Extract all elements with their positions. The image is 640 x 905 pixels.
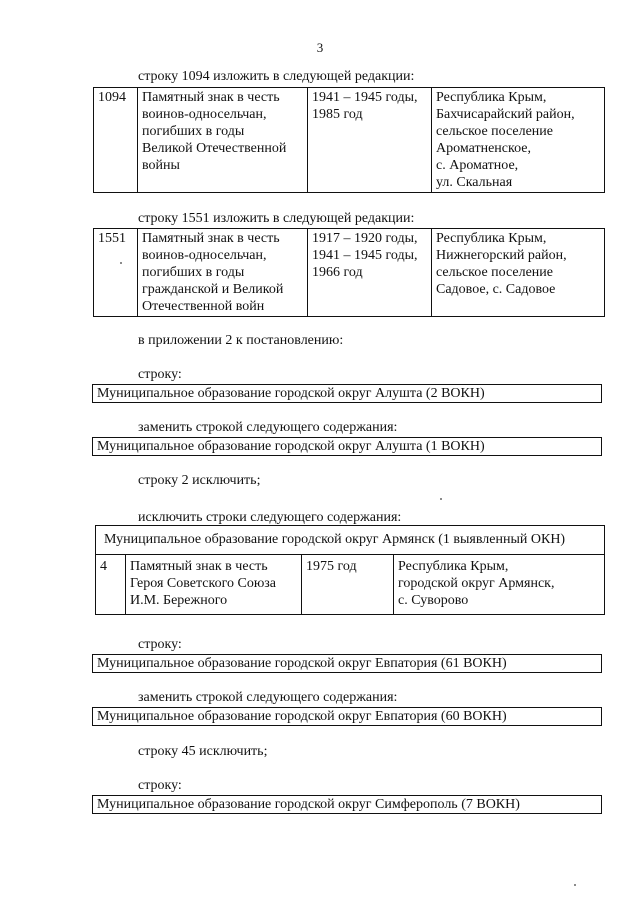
cell-name bbox=[138, 229, 308, 317]
location-line: Республика Крым, bbox=[436, 90, 547, 105]
instruction-exclude-row-2: строку 2 исключить; bbox=[138, 473, 261, 488]
location-line: городской округ Армянск, bbox=[398, 576, 555, 591]
cell-dates bbox=[308, 229, 432, 317]
location-line: Нижнегорский район, bbox=[436, 248, 567, 263]
location-line: сельское поселение bbox=[436, 265, 553, 280]
cell-location bbox=[394, 555, 604, 615]
page-number: 3 bbox=[316, 40, 324, 55]
row-number: 4 bbox=[100, 559, 107, 574]
row-box-evpatoria-old: Муниципальное образование городской округ Евпатория (61 ВОКН) bbox=[92, 654, 602, 673]
armyansk-header: Муниципальное образование городской округ Армянск (1 выявленный ОКН) bbox=[96, 526, 604, 555]
cell-location bbox=[432, 229, 605, 317]
row-box-simferopol: Муниципальное образование городской округ Симферополь (7 ВОКН) bbox=[92, 795, 602, 814]
instruction-appendix: в приложении 2 к постановлению: bbox=[138, 333, 344, 348]
cell-dates bbox=[302, 555, 394, 615]
name-line: воинов-односельчан, bbox=[142, 107, 267, 122]
name-line: воинов-односельчан, bbox=[142, 248, 267, 263]
location-line: Республика Крым, bbox=[436, 231, 547, 246]
table-row bbox=[96, 555, 604, 615]
scan-speck bbox=[440, 498, 442, 500]
location-line: Садовое, с. Садовое bbox=[436, 282, 556, 297]
name-line: гражданской и Великой bbox=[142, 282, 284, 297]
label-row-evpatoria: строку: bbox=[138, 637, 182, 652]
cell-name bbox=[138, 88, 308, 193]
date-line: 1975 год bbox=[306, 559, 357, 574]
scan-speck bbox=[574, 884, 576, 886]
cell-number bbox=[94, 229, 138, 317]
cell-location bbox=[432, 88, 605, 193]
cell-number bbox=[96, 555, 126, 615]
label-row-simferopol: строку: bbox=[138, 778, 182, 793]
instruction-1551: строку 1551 изложить в следующей редакции: bbox=[138, 211, 415, 226]
cell-dates bbox=[308, 88, 432, 193]
name-line: погибших в годы bbox=[142, 124, 245, 139]
instruction-exclude-rows: исключить строки следующего содержания: bbox=[138, 510, 402, 525]
date-line: 1941 – 1945 годы, bbox=[312, 248, 418, 263]
table-row-1094 bbox=[93, 87, 605, 193]
name-line: Отечественной войн bbox=[142, 299, 265, 314]
name-line: Героя Советского Союза bbox=[130, 576, 277, 591]
name-line: Великой Отечественной bbox=[142, 141, 287, 156]
location-line: ул. Скальная bbox=[436, 175, 513, 190]
table-row-1551 bbox=[93, 228, 605, 317]
row-box-alushta-old: Муниципальное образование городской округ Алушта (2 ВОКН) bbox=[92, 384, 602, 403]
name-line: погибших в годы bbox=[142, 265, 245, 280]
date-line: 1985 год bbox=[312, 107, 363, 122]
label-replace-evpatoria: заменить строкой следующего содержания: bbox=[138, 690, 398, 705]
row-number: 1551 bbox=[98, 231, 126, 246]
cell-name bbox=[126, 555, 302, 615]
scan-speck bbox=[120, 262, 122, 264]
instruction-exclude-row-45: строку 45 исключить; bbox=[138, 744, 268, 759]
name-line: Памятный знак в честь bbox=[130, 559, 268, 574]
row-box-alushta-new: Муниципальное образование городской округ Алушта (1 ВОКН) bbox=[92, 437, 602, 456]
name-line: Памятный знак в честь bbox=[142, 231, 280, 246]
row-number: 1094 bbox=[98, 90, 126, 105]
location-line: Бахчисарайский район, bbox=[436, 107, 575, 122]
table-armyansk bbox=[95, 525, 605, 615]
location-line: сельское поселение bbox=[436, 124, 553, 139]
cell-number bbox=[94, 88, 138, 193]
date-line: 1941 – 1945 годы, bbox=[312, 90, 418, 105]
name-line: войны bbox=[142, 158, 180, 173]
date-line: 1966 год bbox=[312, 265, 363, 280]
name-line: Памятный знак в честь bbox=[142, 90, 280, 105]
location-line: с. Ароматное, bbox=[436, 158, 519, 173]
name-line: И.М. Бережного bbox=[130, 593, 228, 608]
label-replace-alushta: заменить строкой следующего содержания: bbox=[138, 420, 398, 435]
label-row-alushta: строку: bbox=[138, 367, 182, 382]
location-line: Ароматненское, bbox=[436, 141, 531, 156]
instruction-1094: строку 1094 изложить в следующей редакции: bbox=[138, 69, 415, 84]
location-line: с. Суворово bbox=[398, 593, 469, 608]
row-box-evpatoria-new: Муниципальное образование городской округ Евпатория (60 ВОКН) bbox=[92, 707, 602, 726]
location-line: Республика Крым, bbox=[398, 559, 509, 574]
date-line: 1917 – 1920 годы, bbox=[312, 231, 418, 246]
